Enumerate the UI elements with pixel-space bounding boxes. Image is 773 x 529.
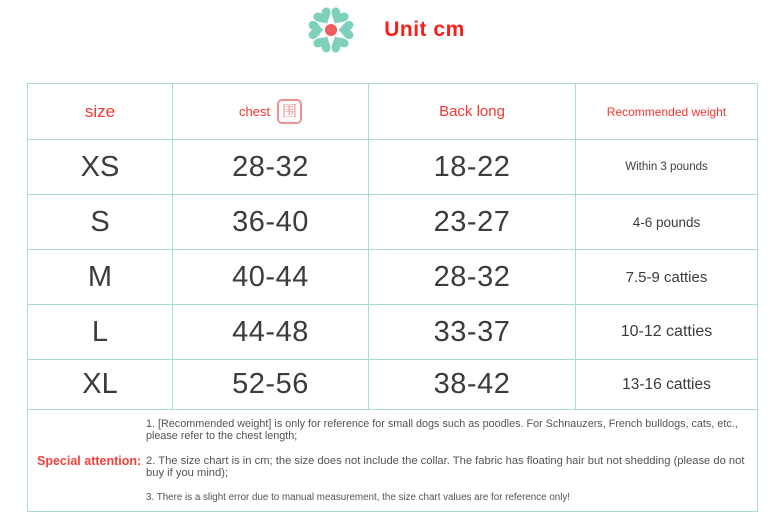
special-attention-section <box>28 410 757 511</box>
chest-cell: 40-44 <box>173 250 369 305</box>
size-cell: S <box>28 195 173 250</box>
chest-cell: 44-48 <box>173 305 369 360</box>
back-long-cell: 28-32 <box>369 250 576 305</box>
weight-cell: 7.5-9 catties <box>576 250 757 305</box>
column-header-back-long: Back long <box>369 84 576 140</box>
back-long-cell: 33-37 <box>369 305 576 360</box>
note-item: 3. There is a slight error due to manual measurement, the size chart values are for reference only! <box>146 492 571 503</box>
back-long-cell: 38-42 <box>369 360 576 410</box>
page-title: Unit cm <box>384 18 465 41</box>
table-row-xs <box>28 140 757 195</box>
weight-cell: Within 3 pounds <box>576 140 757 195</box>
special-attention-notes <box>146 418 757 503</box>
girth-seal-icon: 围 <box>277 99 302 124</box>
weight-cell: 10-12 catties <box>576 305 757 360</box>
size-cell: XS <box>28 140 173 195</box>
table-row-xl <box>28 360 757 410</box>
flower-icon <box>308 7 354 53</box>
size-table <box>27 83 758 512</box>
size-cell: M <box>28 250 173 305</box>
column-header-size: size <box>28 84 173 140</box>
note-item: 2. The size chart is in cm; the size does not include the collar. The fabric has floating hair but not shedding (please do not buy if you mind); <box>146 455 745 479</box>
size-cell: XL <box>28 360 173 410</box>
back-long-cell: 18-22 <box>369 140 576 195</box>
column-header-recommended-weight: Recommended weight <box>576 84 757 140</box>
table-row-l <box>28 305 757 360</box>
back-long-cell: 23-27 <box>369 195 576 250</box>
column-header-chest <box>173 84 369 140</box>
size-cell: L <box>28 305 173 360</box>
weight-cell: 4-6 pounds <box>576 195 757 250</box>
page-header <box>0 6 773 54</box>
chest-cell: 36-40 <box>173 195 369 250</box>
table-header-row <box>28 84 757 140</box>
column-header-chest-label: chest <box>238 104 271 119</box>
chest-cell: 52-56 <box>173 360 369 410</box>
table-row-s <box>28 195 757 250</box>
table-row-m <box>28 250 757 305</box>
chest-cell: 28-32 <box>173 140 369 195</box>
weight-cell: 13-16 catties <box>576 360 757 410</box>
special-attention-label: Special attention: <box>37 453 142 468</box>
note-item: 1. [Recommended weight] is only for reference for small dogs such as poodles. For Schnauzers, French bulldogs, cats, etc., please refer to the chest length; <box>146 418 738 442</box>
